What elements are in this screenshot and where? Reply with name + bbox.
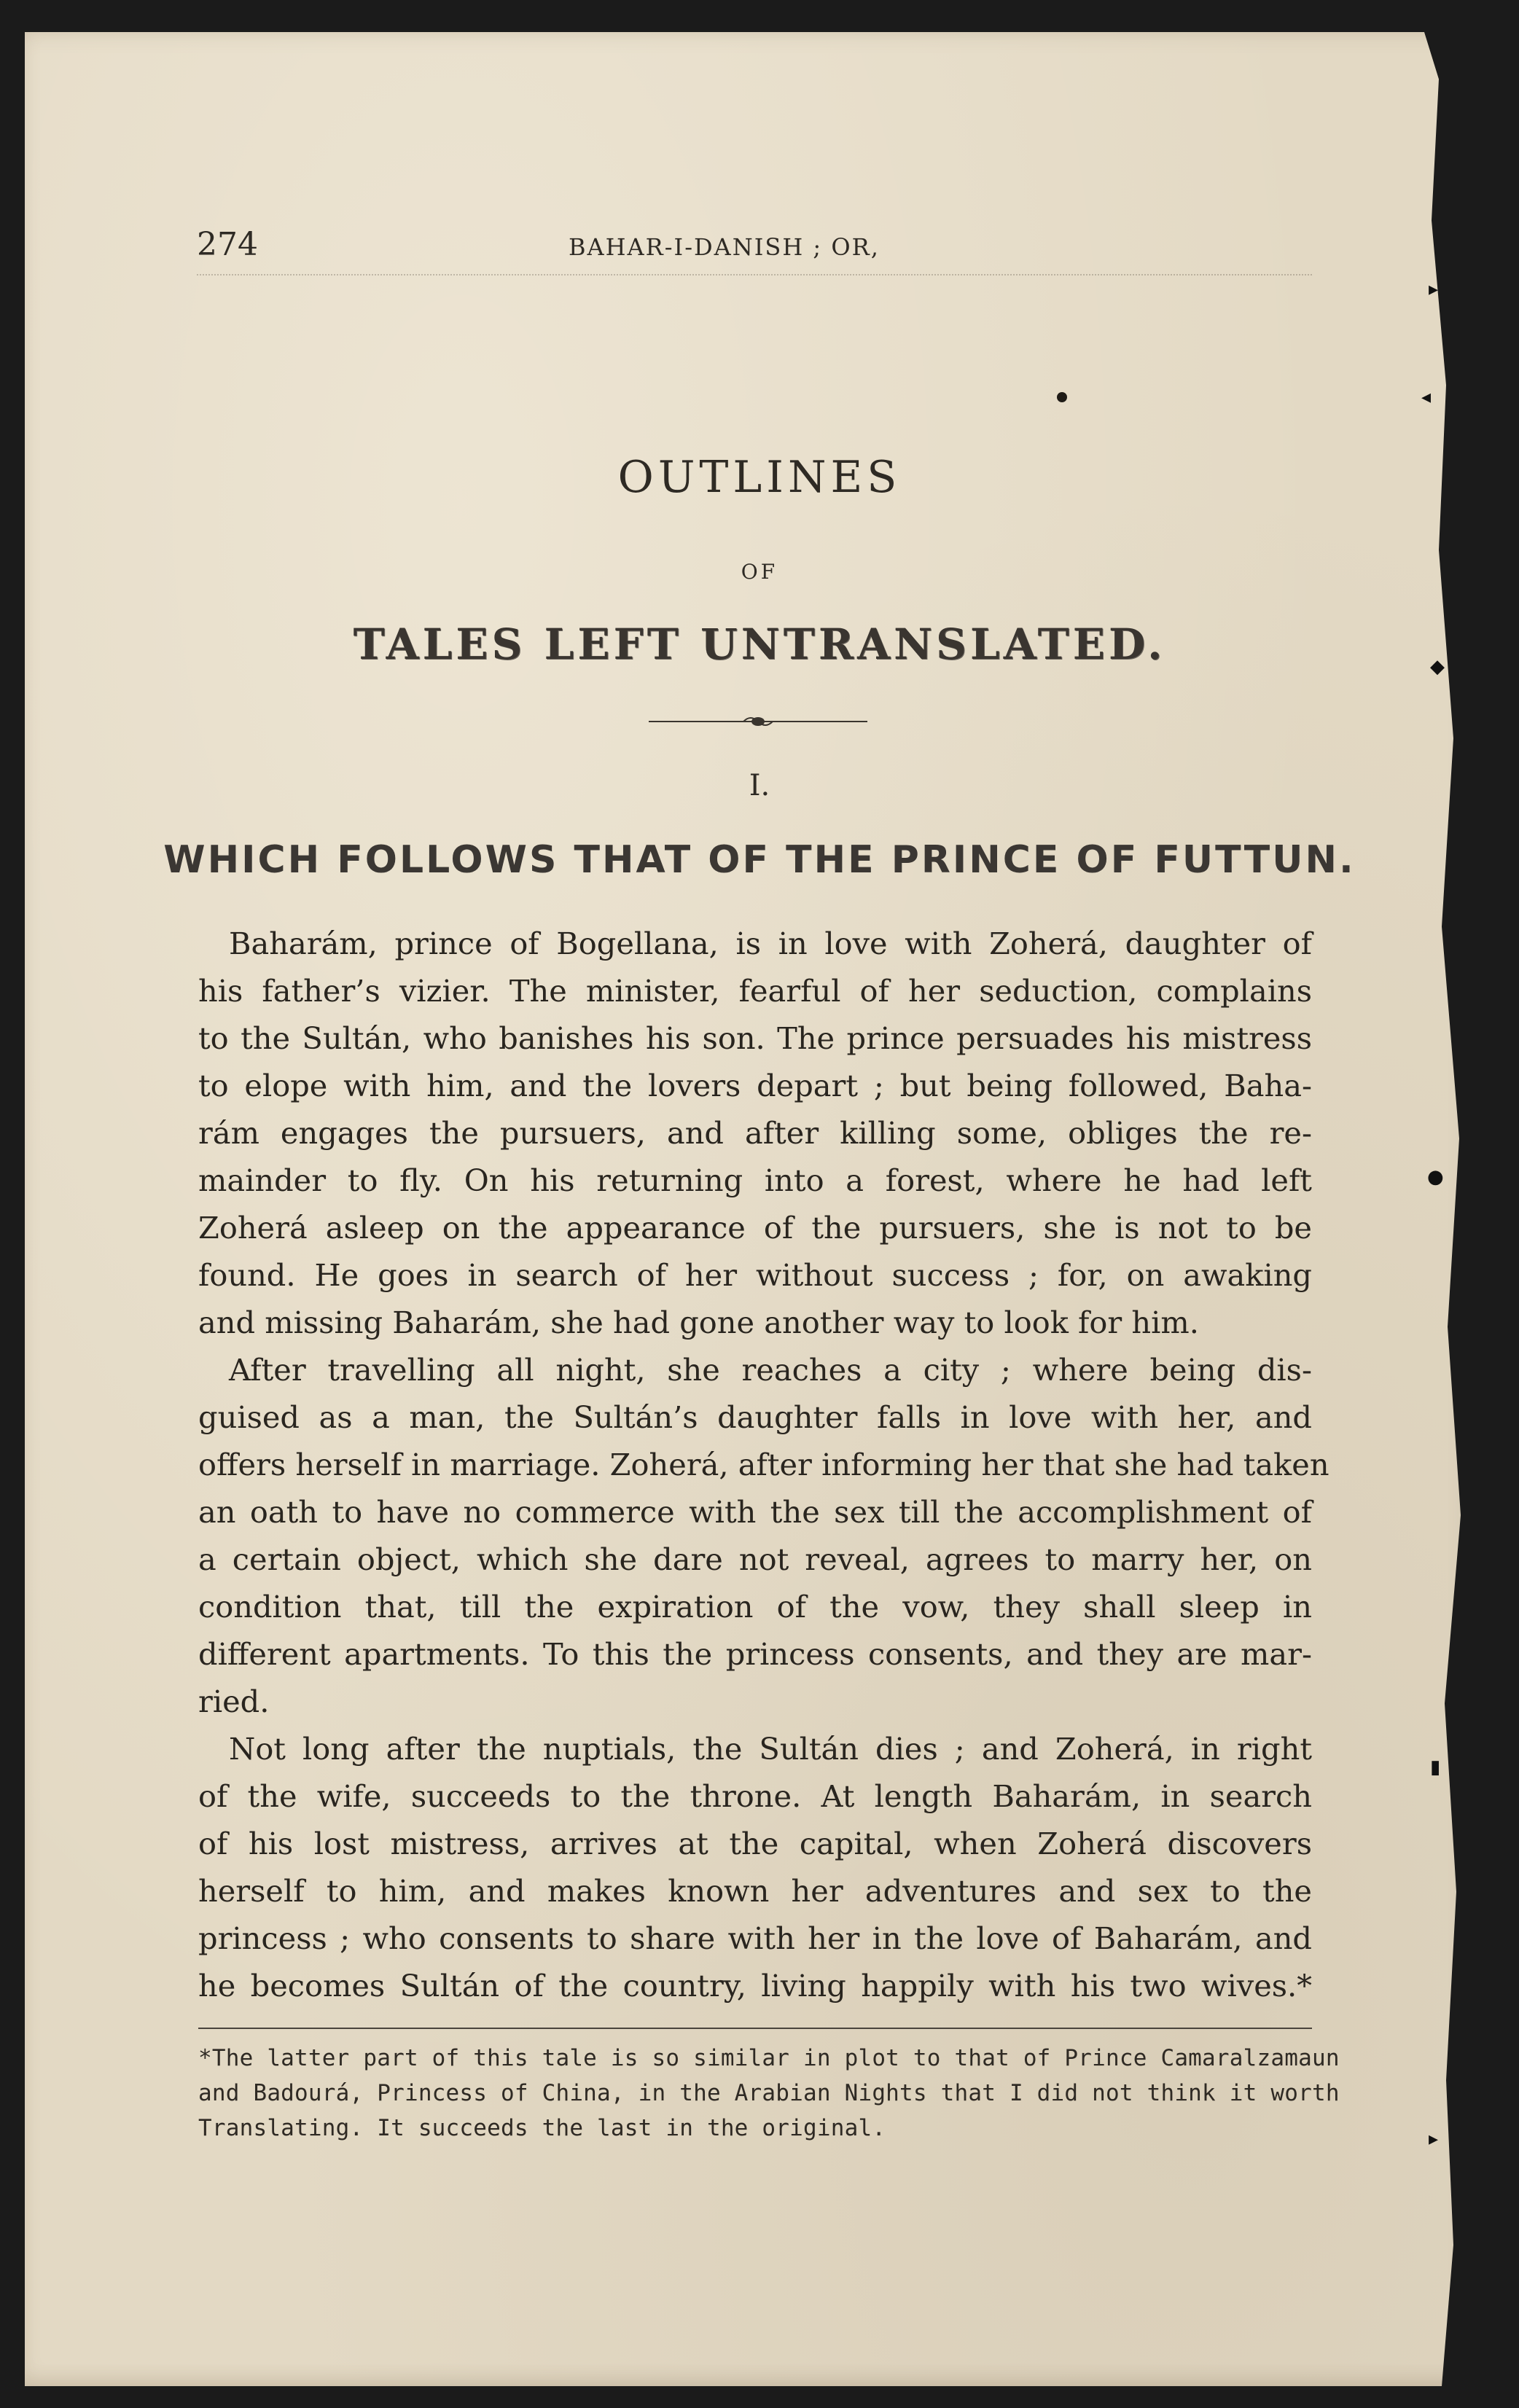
body-line: Baharám, prince of Bogellana, is in love with Zoherá, daughter of [229,926,1312,961]
footnote [198,2041,1340,2146]
body-line: of the wife, succeeds to the throne. At length Baharám, in search [198,1778,1312,1814]
body-line: he becomes Sultán of the country, living happily with his two wives.* [198,1968,1312,2004]
header-rule [197,274,1312,275]
edge-tear-mark: ◆ [1430,656,1445,678]
section-number: I. [749,769,770,802]
body-line: Zoherá asleep on the appearance of the pursuers, she is not to be [198,1210,1312,1246]
ink-speck [1057,392,1067,402]
running-title: BAHAR-I-DANISH ; OR, [569,233,880,261]
body-line: princess ; who consents to share with her in the love of Baharám, and [198,1920,1312,1956]
body-line: Not long after the nuptials, the Sultán dies ; and Zoherá, in right [229,1731,1312,1767]
edge-tear-mark: ◂ [1421,386,1432,408]
body-line: condition that, till the expiration of the vow, they shall sleep in [198,1589,1312,1625]
body-line: a certain object, which she dare not reveal, agrees to marry her, on [198,1541,1312,1577]
footnote-line: and Badourá, Princess of China, in the Arabian Nights that I did not think it worth [198,2080,1340,2106]
body-line: his father’s vizier. The minister, fearful of her seduction, complains [198,973,1312,1009]
body-line: offers herself in marriage. Zoherá, after informing her that she had taken [198,1447,1329,1482]
body-line: ried. [198,1684,270,1719]
edge-tear-mark: ▮ [1430,1756,1441,1778]
body-line: of his lost mistress, arrives at the capital, when Zoherá discovers [198,1826,1312,1861]
body-line: mainder to fly. On his returning into a forest, where he had left [198,1162,1312,1198]
page-number: 274 [197,226,258,263]
edge-tear-mark: ▸ [1429,278,1439,300]
main-title: OUTLINES [617,452,902,503]
body-line: After travelling all night, she reaches a city ; where being dis- [229,1352,1312,1388]
section-title: WHICH FOLLOWS THAT OF THE PRINCE OF FUTTUN. [163,838,1356,882]
body-line: herself to him, and makes known her adventures and sex to the [198,1873,1312,1909]
footnote-line: Translating. It succeeds the last in the original. [198,2115,886,2141]
ornamental-rule [649,713,867,730]
title-connector: OF [741,560,778,584]
body-line: rám engages the pursuers, and after killing some, obliges the re- [198,1115,1312,1151]
running-header [175,226,1327,270]
edge-tear-mark: ● [1427,1166,1444,1188]
edge-tear-mark: ▸ [1429,2128,1439,2150]
body-line: an oath to have no commerce with the sex till the accomplishment of [198,1494,1312,1530]
body-line: found. He goes in search of her without success ; for, on awaking [198,1257,1312,1293]
body-line: different apartments. To this the princess consents, and they are mar- [198,1636,1312,1672]
body-line: to elope with him, and the lovers depart ; but being followed, Baha- [198,1068,1312,1103]
body-line: to the Sultán, who banishes his son. The prince persuades his mistress [198,1020,1312,1056]
footnote-rule [198,2028,1312,2029]
footnote-line: *The latter part of this tale is so similar in plot to that of Prince Camaralzamaun [198,2045,1340,2071]
body-line: and missing Baharám, she had gone another way to look for him. [198,1305,1199,1340]
body-line: guised as a man, the Sultán’s daughter falls in love with her, and [198,1399,1312,1435]
subtitle: TALES LEFT UNTRANSLATED. [353,619,1166,669]
body-text [198,920,1329,2009]
